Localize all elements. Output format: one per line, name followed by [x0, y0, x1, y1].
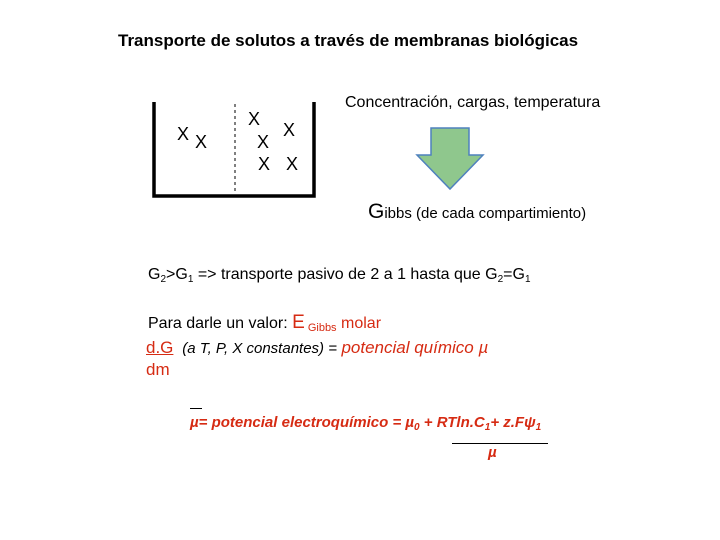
- solute-mark-right: X: [286, 154, 299, 174]
- down-arrow: [415, 127, 485, 196]
- fraction-bar: [452, 443, 548, 444]
- solute-mark-right: X: [258, 154, 271, 174]
- solute-mark-right: X: [257, 132, 270, 152]
- electrochemical-denominator: µ: [488, 444, 497, 461]
- two-compartment-diagram: [150, 102, 318, 200]
- factors-label: Concentración, cargas, temperatura: [345, 94, 601, 111]
- gibbs-comparison: $G_2>G_1$ => transporte pasivo de 2 a 1 hasta que $G_2=G_1$: [148, 266, 531, 285]
- mu-overbar: [190, 408, 202, 409]
- page-title: Transporte de solutos a través de membranas biológicas: [118, 31, 579, 50]
- derivative-numerator: d.G: [146, 338, 174, 357]
- derivative-denominator: dm: [146, 360, 170, 379]
- container-outline: [154, 102, 314, 196]
- electrochemical-potential-line: µ= potencial electroquímico = $\mu_0 + RTln.C_1+ z.F\psi_1$: [190, 414, 542, 433]
- solute-mark-left: X: [177, 124, 190, 144]
- solute-mark-left: X: [195, 132, 208, 152]
- solute-mark-right: X: [248, 109, 261, 129]
- solute-mark-right: X: [283, 120, 296, 140]
- chemical-potential-line: d.G (a T, P, X constantes) = potencial químico µ: [146, 338, 489, 357]
- molar-value-line: Para darle un valor: E Gibbs molar: [148, 312, 382, 334]
- gibbs-label: Gibbs (de cada compartimiento): [368, 200, 587, 223]
